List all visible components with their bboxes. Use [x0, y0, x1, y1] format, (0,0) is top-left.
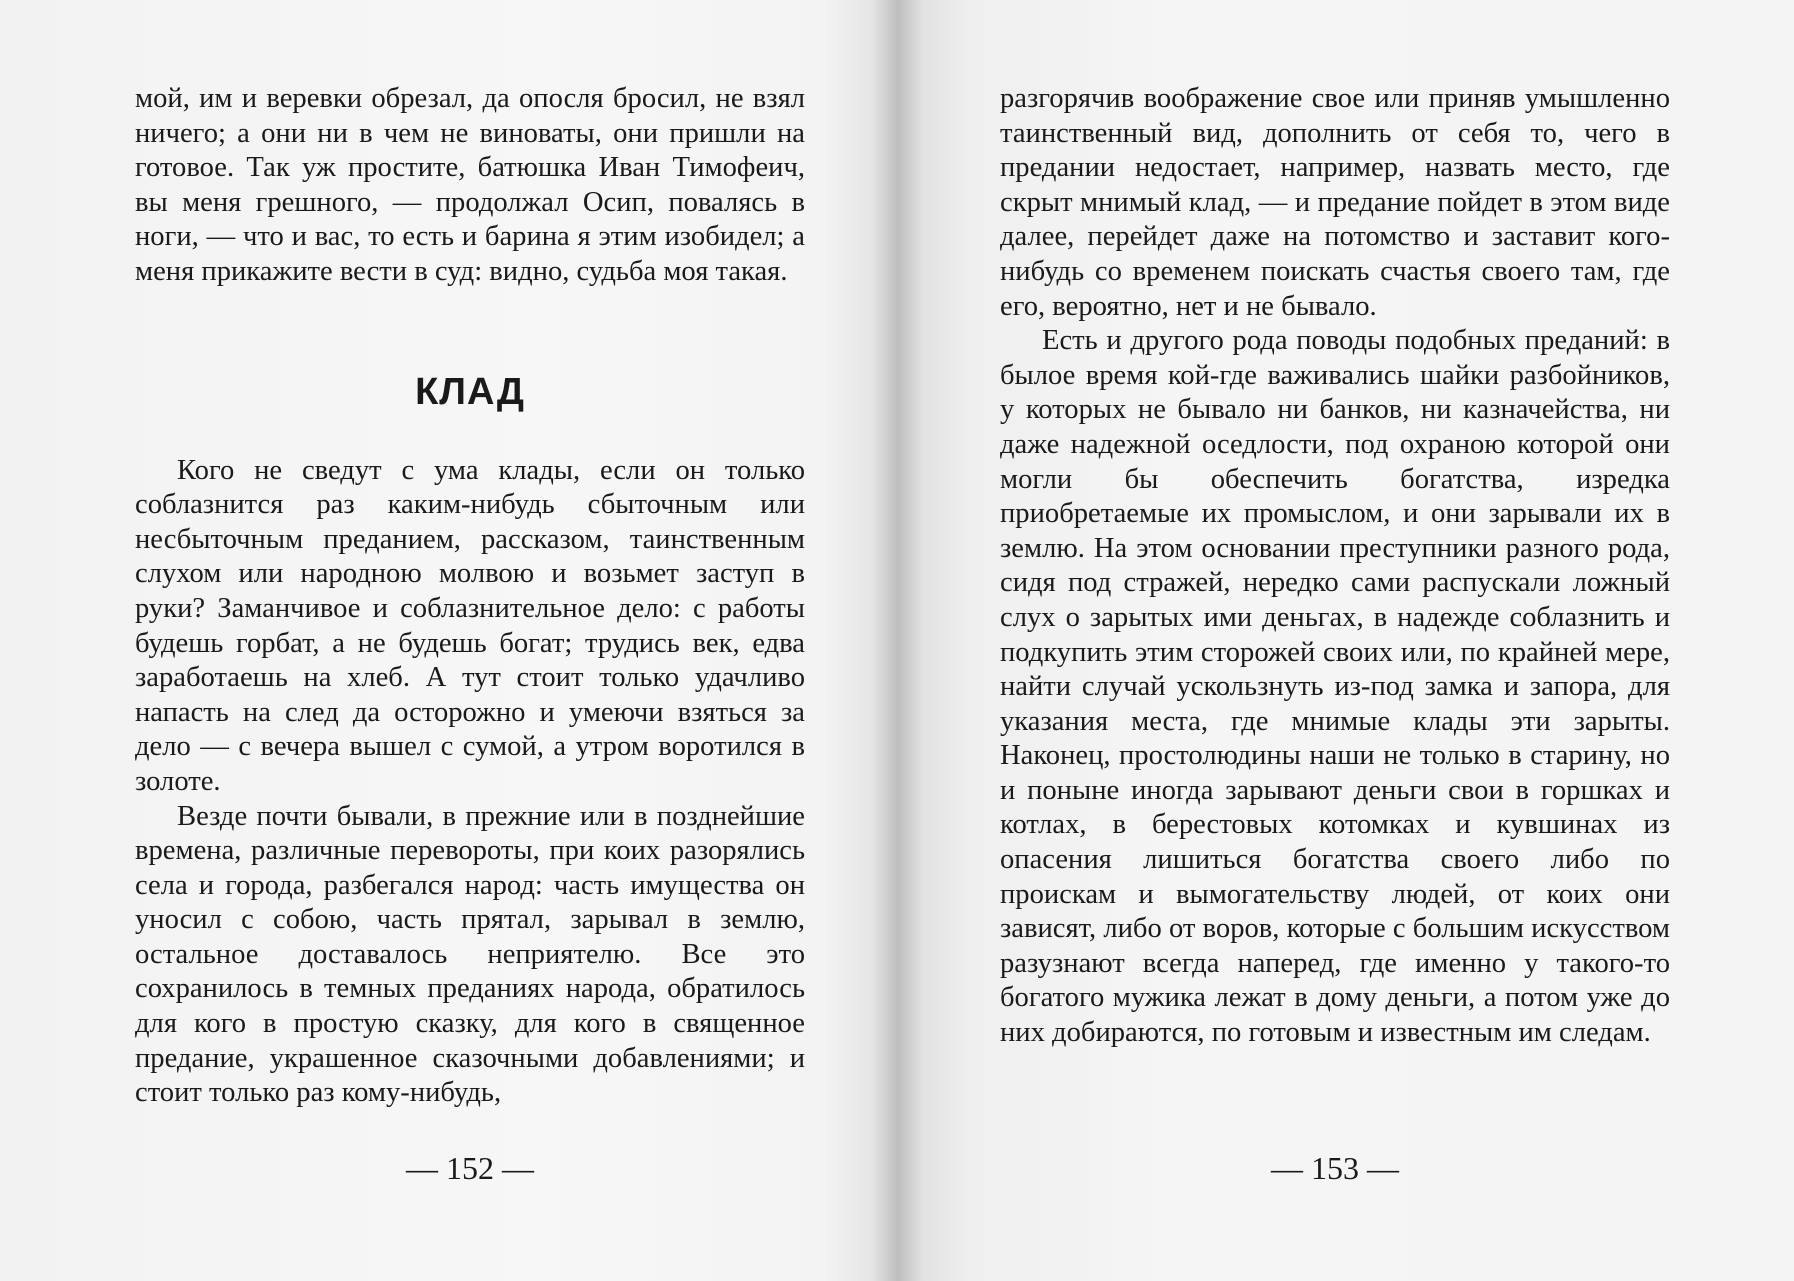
left-page-text	[135, 82, 805, 1111]
paragraph: Есть и другого рода поводы подобных преданий: в былое время кой-где важивались шайки разбойников, у которых не бывало ни банков, ни казначейства, ни даже надежной оседлости, под охраною которой они могли бы обеспечить богатства, изредка приобретаемые их промыслом, и они зарывали их в землю. На этом основании преступники разного рода, сидя под стражей, нередко сами распускали ложный слух о зарытых ими деньгах, в надежде соблазнить и подкупить этим сторожей своих или, по крайней мере, найти случай ускользнуть из-под замка и запора, для указания места, где мнимые клады эти зарыты. Наконец, простолюдины наши не только в старину, но и поныне иногда зарывают деньги свои в горшках и котлах, в берестовых котомках и кувшинах из опасения лишиться богатства своего либо по проискам и вымогательству людей, от коих они зависят, либо от воров, которые с большим искусством разузнают всегда наперед, где именно у такого-то богатого мужика лежат в дому деньги, а потом уже до них добираются, по готовым и известным им следам.	[1000, 325, 1670, 1049]
page-number: — 152 —	[406, 1150, 534, 1186]
paragraph: мой, им и веревки обрезал, да опосля бросил, не взял ничего; а они ни в чем не виноваты, они пришли на готовое. Так уж простите, батюшка Иван Тимофеич, вы меня грешного, — продолжал Осип, повалясь в ноги, — что и вас, то есть и барина я этим изобидел; а меня прикажите вести в суд: видно, судьба моя такая.	[135, 83, 805, 287]
paragraph: разгорячив воображение свое или приняв умышленно таинственный вид, дополнить от себя то, чего в предании недостает, например, назвать место, где скрыт мнимый клад, — и предание пойдет в этом виде далее, перейдет даже на потомство и заставит кого-нибудь со временем поискать счастья своего там, где его, вероятно, нет и не бывало.	[1000, 83, 1670, 322]
right-page	[897, 0, 1794, 1281]
chapter-heading: КЛАД	[415, 370, 525, 413]
right-page-text	[1000, 82, 1670, 1051]
paragraph: Везде почти бывали, в прежние или в позднейшие времена, различные перевороты, при коих разорялись села и города, разбегался народ: часть имущества он уносил с собою, часть прятал, зарывал в землю, остальное доставалось неприятелю. Все это сохранилось в темных преданиях народа, обратилось для кого в простую сказку, для кого в священное предание, украшенное сказочными добавлениями; и стоит только раз кому-нибудь,	[135, 800, 805, 1109]
page-number: — 153 —	[1271, 1150, 1399, 1186]
paragraph: Кого не сведут с ума клады, если он только соблазнится раз каким-нибудь сбыточным или несбыточным преданием, рассказом, таинственным слухом или народною молвою и возьмет заступ в руки? Заманчивое и соблазнительное дело: с работы будешь горбат, а не будешь богат; трудись век, едва заработаешь на хлеб. А тут стоит только удачливо напасть на след да осторожно и умеючи взяться за дело — с вечера вышел с сумой, а утром воротился в золоте.	[135, 454, 805, 797]
